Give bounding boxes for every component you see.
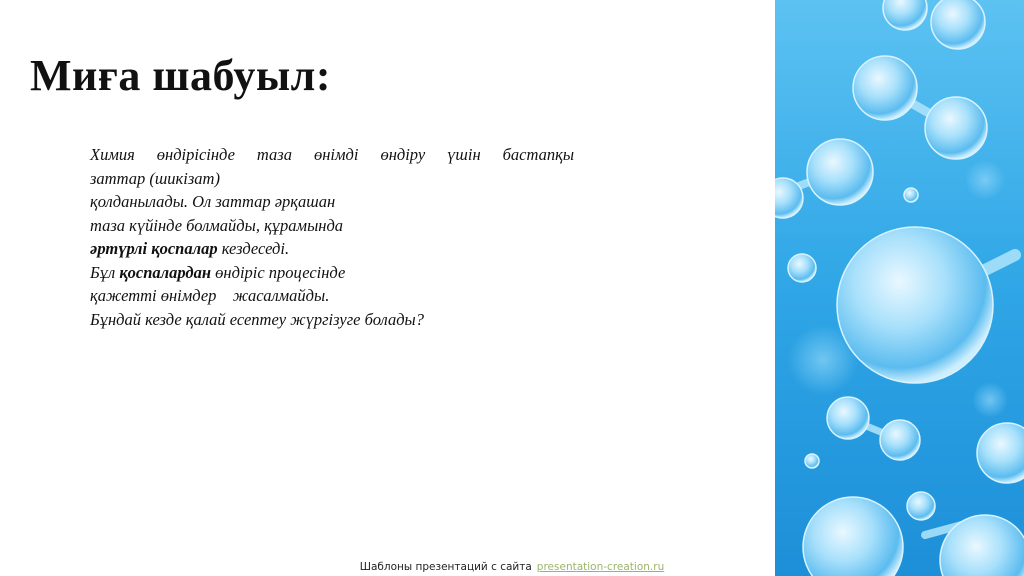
- body-line: қолданылады. Ол заттар әрқашан: [90, 192, 336, 211]
- body-phrase: кездеседі.: [217, 239, 290, 258]
- body-line: қажетті өнімдер жасалмайды.: [90, 286, 330, 305]
- body-bold-phrase: әртүрлі қоспалар: [90, 239, 218, 258]
- footer-text: Шаблоны презентаций с сайта: [359, 561, 532, 573]
- body-bold-phrase: қоспалардан: [119, 262, 212, 282]
- footer-link[interactable]: presentation-creation.ru: [536, 561, 665, 573]
- slide-footer: [0, 561, 1024, 573]
- body-line: заттар (шикізат): [90, 168, 220, 188]
- slide-title: Миға шабуыл:: [30, 51, 332, 100]
- body-line: Химия өндірісінде таза өнімді өндіру үшін бастапқы: [90, 145, 574, 164]
- body-line: таза күйінде болмайды, құрамында: [90, 215, 344, 235]
- body-line: Бұндай кезде қалай есептеу жүргізуге болады?: [90, 309, 424, 329]
- body-line: [90, 237, 574, 261]
- body-line: [90, 261, 574, 285]
- molecule-background-image: [775, 0, 1024, 576]
- body-phrase: Бұл: [90, 262, 120, 282]
- slide-body-text: [90, 143, 574, 331]
- body-phrase: өндіріс процесінде: [211, 262, 346, 282]
